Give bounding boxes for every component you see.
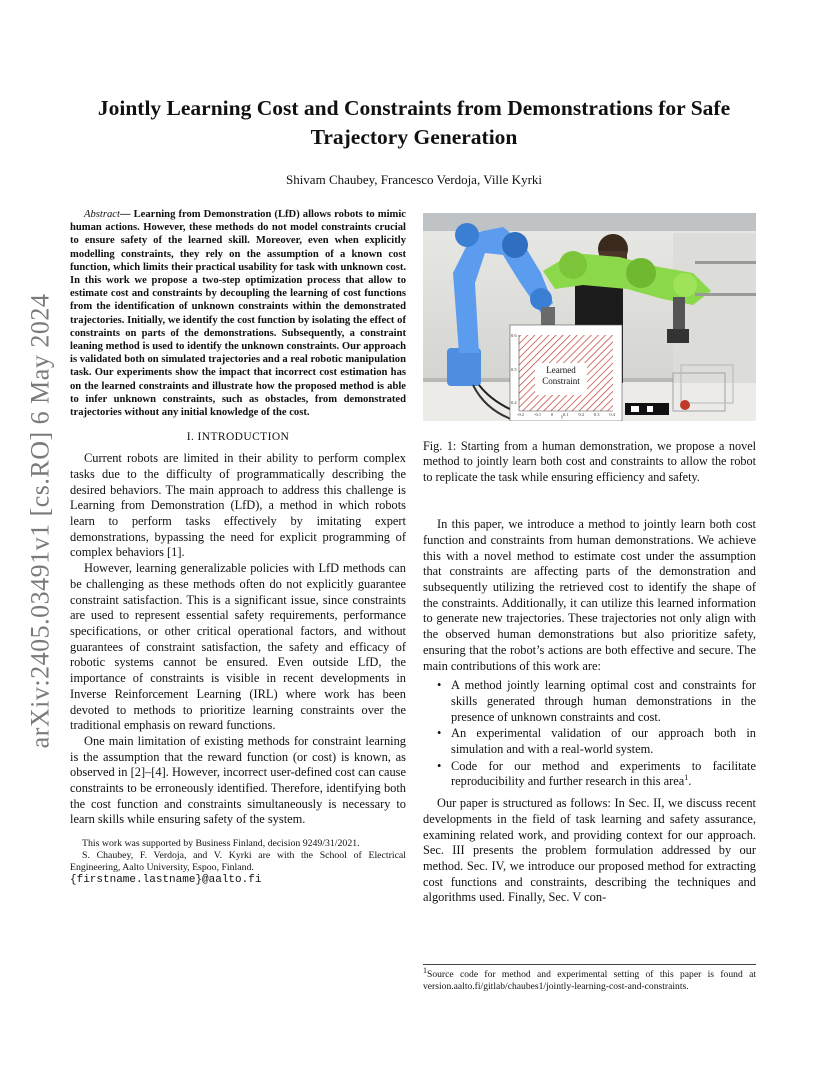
paper-authors: Shivam Chaubey, Francesco Verdoja, Ville Kyrki — [285, 172, 543, 187]
x-tick: 0.3 — [593, 412, 600, 417]
right-paragraph-2: Our paper is structured as follows: In Sec. II, we discuss recent developments in the field of task learning and safety assurance, examining related work, and providing context for our approach. Sec. III presents the problem formulation addressed by our method. Sec. IV, we introduce our proposed method for extracting cost functions and constraints, describing the techniques and algorithms used. Finally, Sec. V con- — [423, 796, 756, 905]
affiliation-note: S. Chaubey, F. Verdoja, and V. Kyrki are with the School of Electrical Engineering, Aalto University, Espoo, Finland. — [70, 850, 406, 874]
inset-label: Learned Constraint — [542, 365, 580, 386]
footnote-text: Source code for method and experimental setting of this paper is found at version.aalto.fi/gitlab/chaubes1/jointly-learning-cost-and-constraints. — [423, 969, 756, 992]
inset-y-ticks — [511, 333, 517, 405]
abstract-lead: Abstract — [84, 209, 120, 220]
figure-robot-photo — [423, 213, 756, 421]
intro-paragraph-2: However, learning generalizable policies with LfD methods can be challenging as these methods often do not explicitly guarantee constraint satisfaction. This is a significant issue, since constraints are used to represent essential safety requirements, performance specifications, or other critical operational factors, and without guarantees of constraint satisfaction, the safety and efficacy of robotic systems cannot be ensured. Even outside LfD, the importance of constraints is visible in recent developments in Inverse Reinforcement Learning (IRL) where work has been devoted to methods to prioritize learning constraints over the traditional emphasis on reward functions. — [70, 561, 406, 733]
email-note: {firstname.lastname}@aalto.fi — [70, 874, 262, 887]
left-footnote — [70, 838, 406, 886]
contributions-list — [423, 678, 756, 790]
x-tick: 0 — [550, 412, 554, 417]
contribution-item: • An experimental validation of our approach both in simulation and with a real-world system. — [423, 726, 756, 757]
x-tick: -0.2 — [517, 412, 525, 417]
contribution-item — [423, 759, 756, 790]
contribution-text: Code for our method and experiments to facilitate reproducibility and further research in this area — [451, 758, 756, 789]
funding-note: This work was supported by Business Finland, decision 9249/31/2021. — [82, 838, 360, 850]
robot-photo-illustration — [423, 213, 756, 421]
y-tick: 0.4 — [511, 400, 517, 405]
intro-paragraph-1: Current robots are limited in their ability to perform complex tasks due to the difficulty of programmatically describing the desired behaviors. The main approach to address this challenge is Learning from Demonstration (LfD), a method in which robots learn to perform tasks effectively by imitating expert demonstrations, bypassing the need for explicit programming of complex behaviors [1]. — [70, 451, 406, 560]
paper-title: Jointly Learning Cost and Constraints from Demonstrations for Safe Trajectory Generation — [97, 96, 731, 149]
right-column — [423, 213, 756, 906]
spacer — [423, 485, 756, 517]
y-tick: 0.5 — [511, 366, 517, 372]
x-tick: 0.4 — [609, 412, 615, 417]
y-tick: 0.6 — [511, 333, 517, 338]
abstract — [70, 208, 406, 419]
arxiv-id: arXiv:2405.03491v1 [cs.RO] 6 May 2024 — [25, 293, 54, 749]
right-footnote — [423, 964, 756, 993]
arxiv-sidebar — [20, 286, 60, 756]
inset-x-label: y — [561, 415, 564, 420]
inset-x-ticks — [517, 412, 615, 417]
footnote-mark: 1 — [423, 965, 427, 975]
footnote-ref: 1 — [684, 773, 689, 783]
x-tick: 0.1 — [562, 412, 569, 417]
left-column — [70, 208, 406, 886]
intro-paragraph-3: One main limitation of existing methods for constraint learning is the assumption that the reward function (or cost) is known, as observed in [2]–[4]. However, incorrect user-defined cost can cause constraints to be erroneously identified. Therefore, identifying both the cost function and constraints simultaneously is necessary to learn skills while ensuring safety of the system. — [70, 733, 406, 827]
abstract-text: — Learning from Demonstration (LfD) allows robots to mimic human actions. However, these methods do not model constraints crucial to ensure safety of the learned skill. Moreover, even when explicitly modelling constraints, they rely on the assumption of a known cost function, which limits their practical usability for task with unknown cost. In this work we propose a two-step optimization process that allow to estimate cost and constraints by decoupling the learning of cost functions from the identification of unknown constraints within the demonstrated trajectories. Initially, we identify the cost function by isolating the effect of constraints on parts of the demonstrations. Subsequently, a constraint leaning method is used to identify the unknown constraints. Our approach is validated both on simulated trajectories and a real robotic manipulation task. Our experiments show the impact that incorrect cost estimation has on the learned constraints and illustrate how the proposed method is able to infer unknown constraints, such as obstacles, from demonstrated trajectories without any initial knowledge of the cost. — [70, 209, 406, 419]
contribution-end: . — [688, 774, 692, 789]
x-tick: 0.2 — [578, 412, 585, 417]
x-tick: -0.1 — [533, 412, 542, 417]
figure-caption: Fig. 1: Starting from a human demonstration, we propose a novel method to jointly learn both cost and constraints to allow the robot to replicate the task while ensuring efficiency and safety. — [423, 439, 756, 484]
contribution-item: • A method jointly learning optimal cost and constraints for skills generated through human demonstrations in the presence of unknown constraints and cost. — [423, 678, 756, 725]
right-paragraph-1: In this paper, we introduce a method to jointly learn both cost function and constraints from human demonstrations. We achieve this with a novel method to estimate cost under the assumption that constraints are affecting parts of the demonstration and subsequently utilizing the retrieved cost to identify the shape of the constraints. Additionally, it can utilize this learned information to generate new trajectories. These trajectories not only align with the observed human demonstrations but also prioritize safety, ensuring that the robot’s actions are both effective and secure. The main contributions of this work are: — [423, 517, 756, 673]
section-heading-introduction: I. INTRODUCTION — [186, 431, 290, 444]
